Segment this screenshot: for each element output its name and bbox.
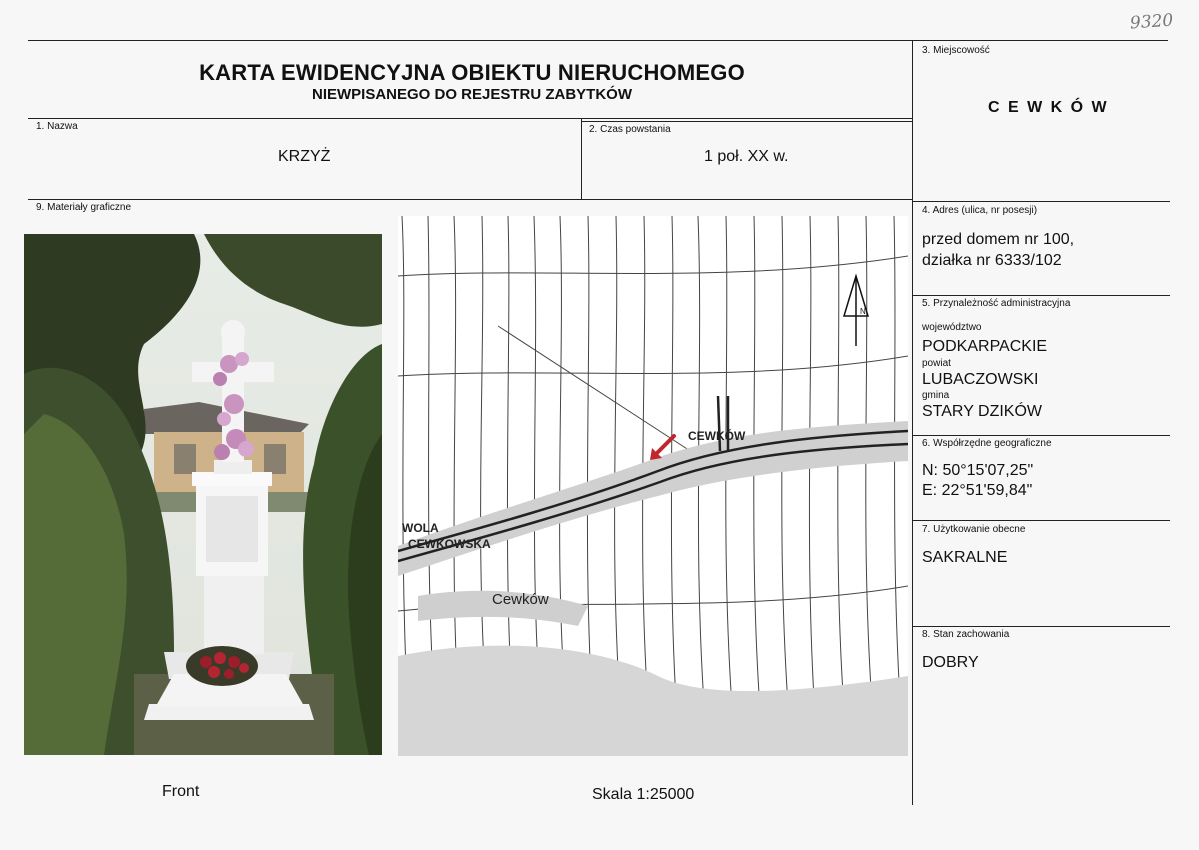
przynaleznosc-label: 5. Przynależność administracyjna	[922, 298, 1071, 309]
materialy-label: 9. Materiały graficzne	[36, 202, 132, 213]
miejscowosc-value: C E W K Ó W	[988, 99, 1109, 116]
wojewodztwo-value: PODKARPACKIE	[922, 338, 1048, 355]
right-column-divider	[912, 40, 913, 805]
map-label-cewkowska: CEWKOWSKA	[408, 537, 491, 551]
card-subtitle: NIEWPISANEGO DO REJESTRU ZABYTKÓW	[311, 86, 633, 103]
adres-line1: przed domem nr 100,	[922, 231, 1075, 248]
map-label-north: N	[860, 307, 866, 316]
cross-photo	[24, 234, 382, 755]
top-rule	[28, 40, 1168, 41]
nazwa-czas-divider	[581, 118, 582, 200]
map-label-cewkow-lower: Cewków	[492, 591, 549, 608]
gmina-label: gmina	[922, 390, 950, 401]
map-caption: Skala 1:25000	[592, 786, 695, 803]
materialy-top-rule	[28, 199, 913, 200]
location-map	[398, 216, 908, 756]
uzytkowanie-top-rule	[913, 520, 1170, 521]
handwritten-number: 9320	[1129, 10, 1174, 34]
wspolrzedne-top-rule	[913, 435, 1170, 436]
adres-label: 4. Adres (ulica, nr posesji)	[922, 205, 1038, 216]
nazwa-value: KRZYŻ	[278, 148, 331, 165]
photo-caption: Front	[162, 783, 200, 800]
powiat-value: LUBACZOWSKI	[922, 371, 1039, 388]
wspolrzedne-label: 6. Współrzędne geograficzne	[922, 438, 1052, 449]
wojewodztwo-label: województwo	[922, 322, 982, 333]
czas-value: 1 poł. XX w.	[704, 148, 789, 165]
coord-east: E: 22°51'59,84"	[922, 482, 1033, 499]
map-label-cewkow-upper: CEWKÓW	[688, 429, 746, 443]
adres-line2: działka nr 6333/102	[922, 252, 1062, 269]
stan-top-rule	[913, 626, 1170, 627]
nazwa-top-rule	[28, 118, 913, 119]
adres-top-rule	[913, 201, 1170, 202]
map-label-wola: WOLA	[402, 521, 439, 535]
nazwa-label: 1. Nazwa	[36, 121, 78, 132]
stan-label: 8. Stan zachowania	[922, 629, 1010, 640]
stan-value: DOBRY	[922, 654, 979, 671]
czas-label: 2. Czas powstania	[589, 124, 671, 135]
czas-right-rule	[581, 121, 913, 122]
przynaleznosc-top-rule	[913, 295, 1170, 296]
powiat-label: powiat	[922, 358, 951, 369]
card-title: KARTA EWIDENCYJNA OBIEKTU NIERUCHOMEGO	[199, 60, 745, 85]
coord-north: N: 50°15'07,25"	[922, 462, 1034, 479]
miejscowosc-label: 3. Miejscowość	[922, 45, 990, 56]
gmina-value: STARY DZIKÓW	[922, 403, 1043, 420]
uzytkowanie-value: SAKRALNE	[922, 549, 1008, 566]
uzytkowanie-label: 7. Użytkowanie obecne	[922, 524, 1026, 535]
